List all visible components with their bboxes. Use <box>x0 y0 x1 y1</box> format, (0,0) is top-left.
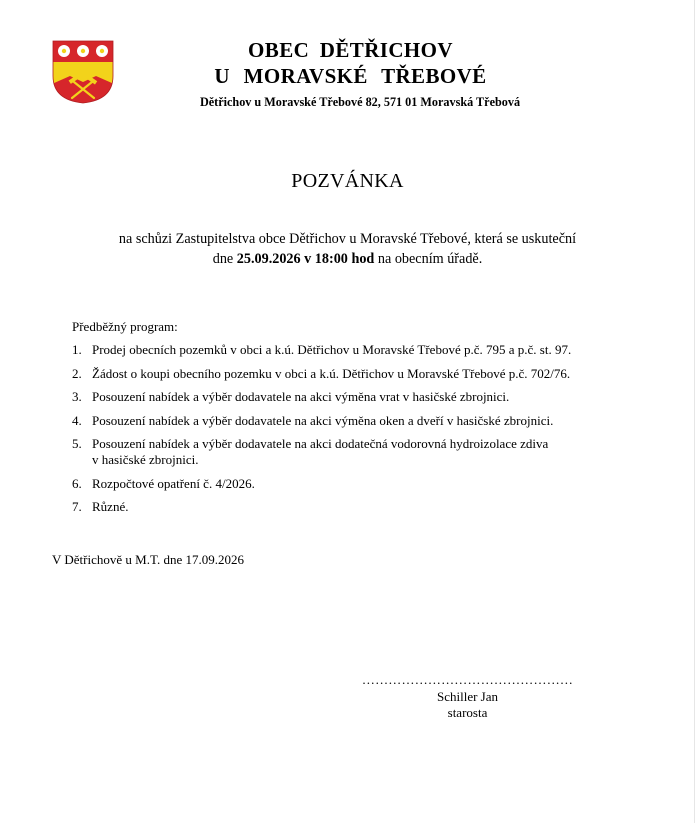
program-item-text: Posouzení nabídek a výběr dodavatele na akci výměna vrat v hasičské zbrojnici. <box>92 389 510 404</box>
program-item <box>72 436 652 468</box>
program-list <box>72 342 652 523</box>
meeting-datetime: 25.09.2026 v 18:00 hod <box>236 251 375 267</box>
program-item <box>72 413 652 429</box>
program-item-text: Prodej obecních pozemků v obci a k.ú. Dětřichov u Moravské Třebové p.č. 795 a p.č. st. 97. <box>92 342 572 357</box>
signature-line: ………………………………………… <box>361 672 574 687</box>
intro-suffix: na obecním úřadě. <box>374 251 483 267</box>
program-item <box>72 476 652 492</box>
program-item-number: 4. <box>72 412 82 428</box>
program-item-text: Různé. <box>92 499 129 514</box>
municipality-name-line1: OBEC DĚTŘICHOV <box>248 38 453 62</box>
program-item-text: Posouzení nabídek a výběr dodavatele na akci dodatečná vodorovná hydroizolace zdiva <box>92 436 549 451</box>
program-item-number: 7. <box>72 499 82 514</box>
program-item-text-continued: v hasičské zbrojnici. <box>92 452 199 467</box>
intro-line-1: na schůzi Zastupitelstva obce Dětřichov u Moravské Třebové, která se uskuteční <box>118 231 577 247</box>
intro-prefix: dne <box>212 251 237 267</box>
program-item-number: 2. <box>72 365 82 381</box>
program-item-text: Žádost o koupi obecního pozemku v obci a k.ú. Dětřichov u Moravské Třebové p.č. 702/76. <box>92 365 571 381</box>
document-title: POZVÁNKA <box>291 170 404 192</box>
program-item-number: 5. <box>72 436 82 451</box>
program-item-number: 6. <box>72 475 82 491</box>
program-item <box>72 342 652 358</box>
municipality-name-line2: U MORAVSKÉ TŘEBOVÉ <box>214 64 487 88</box>
program-item-text: Rozpočtové opatření č. 4/2026. <box>92 475 255 491</box>
signatory-name: Schiller Jan <box>436 688 498 704</box>
program-item-number: 1. <box>72 342 82 357</box>
signatory-role: starosta <box>447 705 488 720</box>
signature-block <box>355 672 580 722</box>
municipality-address: Dětřichov u Moravské Třebové 82, 571 01 Moravská Třebová <box>199 95 521 109</box>
program-item <box>72 366 652 382</box>
program-item-number: 3. <box>72 389 82 404</box>
program-item-text: Posouzení nabídek a výběr dodavatele na akci výměna oken a dveří v hasičské zbrojnici. <box>92 412 554 428</box>
program-item <box>72 389 652 405</box>
intro-line-2 <box>0 251 695 268</box>
program-label: Předběžný program: <box>72 319 178 334</box>
program-item <box>72 499 652 515</box>
place-and-date: V Dětřichově u M.T. dne 17.09.2026 <box>52 552 244 567</box>
